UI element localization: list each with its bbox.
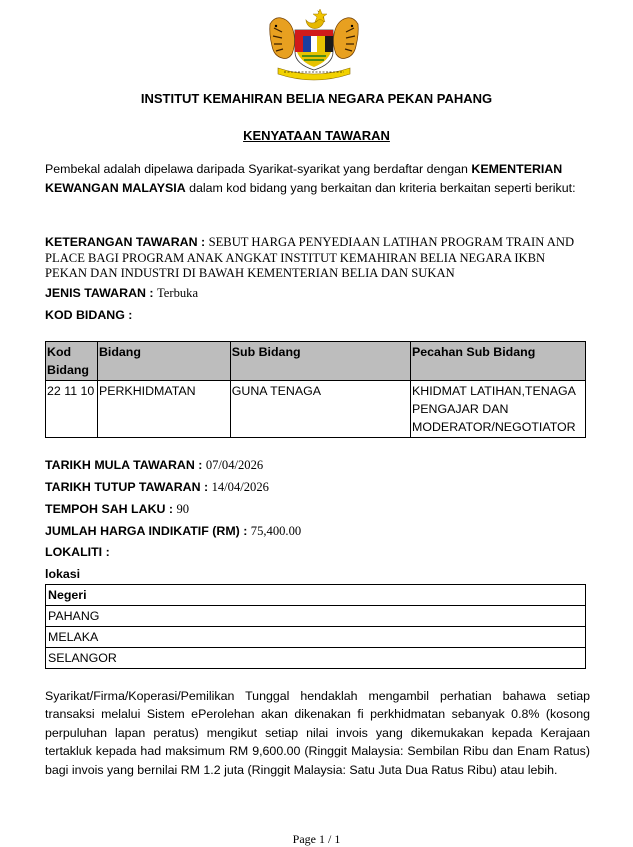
coat-of-arms-logo [262, 6, 366, 86]
tutup-label: TARIKH TUTUP TAWARAN : [45, 480, 212, 494]
jenis-label: JENIS TAWARAN : [45, 286, 157, 300]
tempoh-line [45, 502, 189, 517]
table-row [46, 648, 586, 669]
offer-description [45, 235, 590, 282]
header-kod-bidang: Kod Bidang [46, 342, 98, 381]
negeri-cell: SELANGOR [46, 648, 586, 669]
mula-label: TARIKH MULA TAWARAN : [45, 458, 206, 472]
ministry-name: KEMENTERIAN KEWANGAN MALAYSIA [45, 162, 563, 195]
lokasi-label: lokasi [45, 567, 81, 581]
intro-paragraph [45, 160, 590, 198]
tempoh-label: TEMPOH SAH LAKU : [45, 502, 177, 516]
jenis-tawaran-line [45, 286, 198, 301]
page-number: Page 1 / 1 [292, 832, 341, 846]
lokaliti-label: LOKALITI : [45, 545, 110, 559]
header-negeri: Negeri [46, 585, 586, 606]
harga-line [45, 524, 301, 539]
kod-bidang-table [45, 341, 586, 438]
service-fee-notice: Syarikat/Firma/Koperasi/Pemilikan Tunggal hendaklah mengambil perhatian bahawa setiap transaksi melalui Sistem ePerolehan akan dikenakan fi perkhidmatan sebanyak 0.8% (kosong perpuluhan lapan peratus) mengikut setiap nilai invois yang dikemukakan kepada Kerajaan tertakluk kepada had maksimum RM 9,600.00 (Ringgit Malaysia: Sembilan Ribu dan Enam Ratus) bagi invois yang bernilai RM 1.2 juta (Ringgit Malaysia: Satu Juta Dua Ratus Ribu) atau lebih. [45, 689, 590, 777]
institution-title: INSTITUT KEMAHIRAN BELIA NEGARA PEKAN PAHANG [140, 91, 493, 106]
keterangan-value: SEBUT HARGA PENYEDIAAN LATIHAN PROGRAM TRAIN AND PLACE BAGI PROGRAM ANAK ANGKAT INSTITUT KEMAHIRAN BELIA NEGARA IKBN PEKAN DAN INDUSTRI DI BAWAH KEMENTERIAN BELIA DAN SUKAN [45, 235, 575, 280]
mula-value: 07/04/2026 [205, 458, 264, 472]
cell-pecahan: KHIDMAT LATIHAN,TENAGA PENGAJAR DAN MODERATOR/NEGOTIATOR [411, 381, 586, 438]
negeri-cell: PAHANG [46, 606, 586, 627]
table-row [46, 606, 586, 627]
header-bidang: Bidang [97, 342, 230, 381]
cell-kod: 22 11 10 [46, 381, 98, 438]
kod-bidang-label: KOD BIDANG : [45, 308, 133, 322]
negeri-cell: MELAKA [46, 627, 586, 648]
table-row [46, 627, 586, 648]
cell-sub-bidang: GUNA TENAGA [230, 381, 410, 438]
intro-text-1: Pembekal adalah dipelawa daripada Syarikat-syarikat yang berdaftar dengan [45, 162, 472, 176]
table-header-row [46, 342, 586, 381]
harga-label: JUMLAH HARGA INDIKATIF (RM) : [45, 524, 251, 538]
table-header-row [46, 585, 586, 606]
tarikh-mula-line [45, 458, 263, 473]
tempoh-value: 90 [176, 502, 190, 516]
intro-text-2: dalam kod bidang yang berkaitan dan kriteria berkaitan seperti berikut: [185, 181, 576, 195]
tutup-value: 14/04/2026 [211, 480, 269, 494]
keterangan-label: KETERANGAN TAWARAN : [45, 235, 209, 249]
document-title: KENYATAAN TAWARAN [243, 128, 390, 143]
tarikh-tutup-line [45, 480, 269, 495]
table-row [46, 381, 586, 438]
lokasi-table [45, 584, 586, 669]
header-sub-bidang: Sub Bidang [230, 342, 410, 381]
harga-value: 75,400.00 [250, 524, 302, 538]
header-pecahan-sub-bidang: Pecahan Sub Bidang [411, 342, 586, 381]
jenis-value: Terbuka [156, 286, 199, 300]
cell-bidang: PERKHIDMATAN [97, 381, 230, 438]
